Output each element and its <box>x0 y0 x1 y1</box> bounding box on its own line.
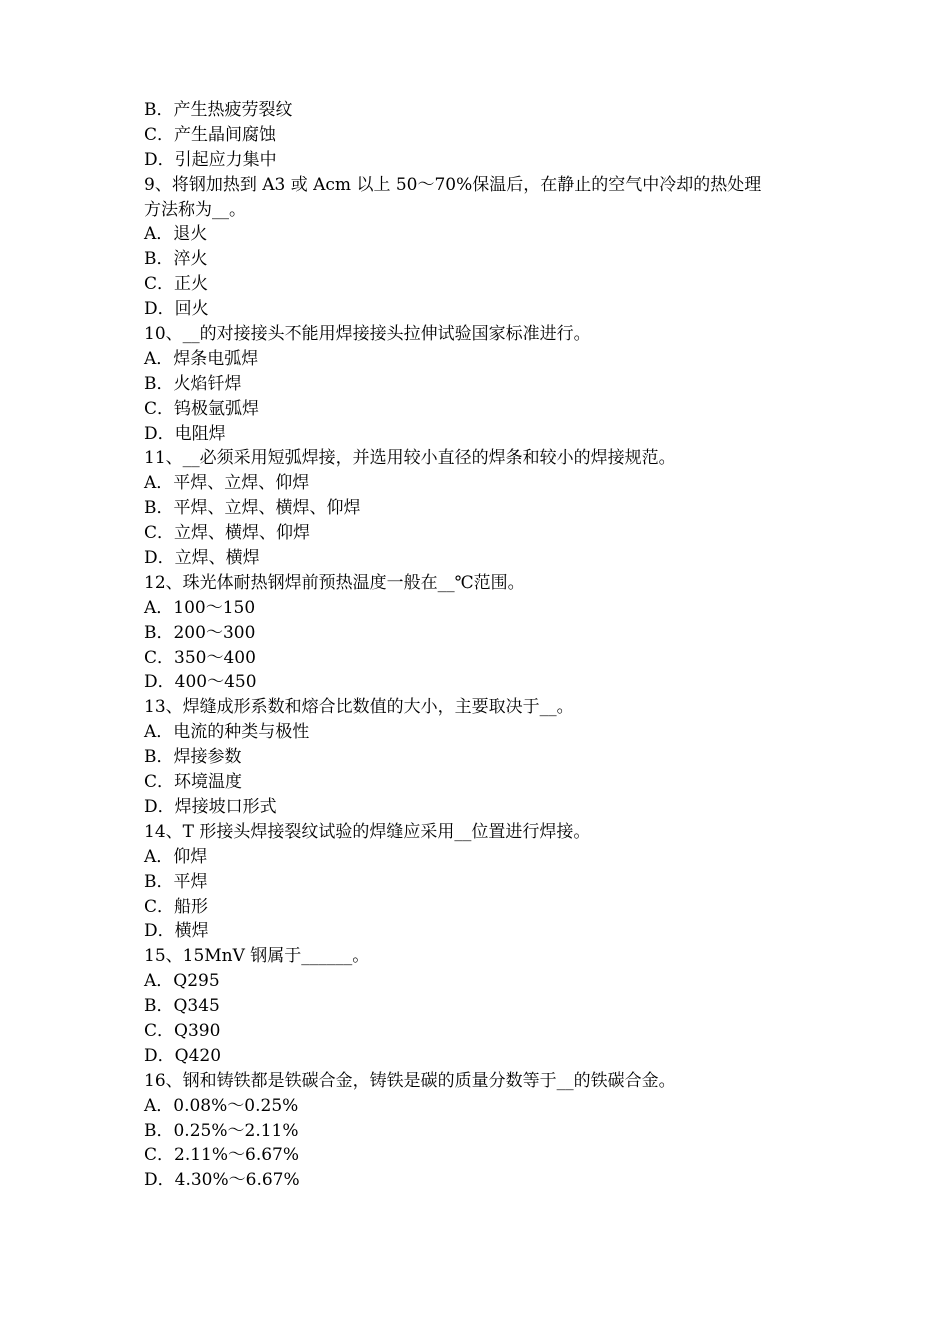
option-c-line: C．正火 <box>144 274 209 295</box>
option-b-line: B．Q345 <box>144 996 220 1017</box>
option-c-line: C．环境温度 <box>144 772 243 793</box>
option-a-line: A．焊条电弧焊 <box>144 348 259 369</box>
question-14: 14、T 形接头焊接裂纹试验的焊缝应采用__位置进行焊接。 <box>144 821 591 842</box>
option-b-line: B．0.25%～2.11% <box>144 1120 299 1141</box>
option-b-line: B．平焊 <box>144 871 208 892</box>
option-d-line: D．引起应力集中 <box>144 149 277 170</box>
question-9-line-1: 9、将钢加热到 A3 或 Acm 以上 50～70%保温后，在静止的空气中冷却的热处理 <box>144 174 762 195</box>
question-9-line-2: 方法称为__。 <box>144 199 246 220</box>
option-d-line: D．横焊 <box>144 921 209 942</box>
option-d-line: D．400～450 <box>144 672 257 693</box>
option-b-line: B．200～300 <box>144 622 256 643</box>
option-d-line: D．回火 <box>144 299 209 320</box>
option-d-line: D．电阻焊 <box>144 423 226 444</box>
option-c-line: C．产生晶间腐蚀 <box>144 124 277 145</box>
option-c-line: C．立焊、横焊、仰焊 <box>144 523 311 544</box>
question-11: 11、__必须采用短弧焊接，并选用较小直径的焊条和较小的焊接规范。 <box>144 448 676 469</box>
question-16: 16、钢和铸铁都是铁碳合金，铸铁是碳的质量分数等于__的铁碳合金。 <box>144 1070 676 1091</box>
option-a-line: A．Q295 <box>144 971 220 992</box>
option-c-line: C．钨极氩弧焊 <box>144 398 260 419</box>
question-15: 15、15MnV 钢属于______。 <box>144 946 370 967</box>
option-a-line: A．退火 <box>144 224 208 245</box>
option-b-line: B．火焰钎焊 <box>144 373 242 394</box>
question-12: 12、珠光体耐热钢焊前预热温度一般在__℃范围。 <box>144 572 525 593</box>
option-d-line: D．Q420 <box>144 1045 222 1066</box>
option-c-line: C．350～400 <box>144 647 256 668</box>
option-d-line: D．立焊、横焊 <box>144 548 260 569</box>
option-b-line: B．焊接参数 <box>144 747 242 768</box>
option-b-line: B．平焊、立焊、横焊、仰焊 <box>144 498 361 519</box>
option-a-line: A．100～150 <box>144 597 256 618</box>
option-b-line: B．产生热疲劳裂纹 <box>144 100 293 120</box>
option-a-line: A．0.08%～0.25% <box>144 1095 299 1116</box>
option-a-line: A．仰焊 <box>144 846 208 867</box>
option-b-line: B．淬火 <box>144 249 208 270</box>
option-c-line: C．船形 <box>144 896 209 917</box>
option-a-line: A．平焊、立焊、仰焊 <box>144 473 310 494</box>
question-13: 13、焊缝成形系数和熔合比数值的大小，主要取决于__。 <box>144 697 574 718</box>
option-a-line: A．电流的种类与极性 <box>144 722 310 743</box>
document-page <box>144 98 824 1193</box>
option-d-line: D．4.30%～6.67% <box>144 1170 300 1191</box>
question-10: 10、__的对接接头不能用焊接接头拉伸试验国家标准进行。 <box>144 324 591 345</box>
option-c-line: C．2.11%～6.67% <box>144 1145 300 1166</box>
option-d-line: D．焊接坡口形式 <box>144 796 277 817</box>
option-c-line: C．Q390 <box>144 1020 221 1041</box>
